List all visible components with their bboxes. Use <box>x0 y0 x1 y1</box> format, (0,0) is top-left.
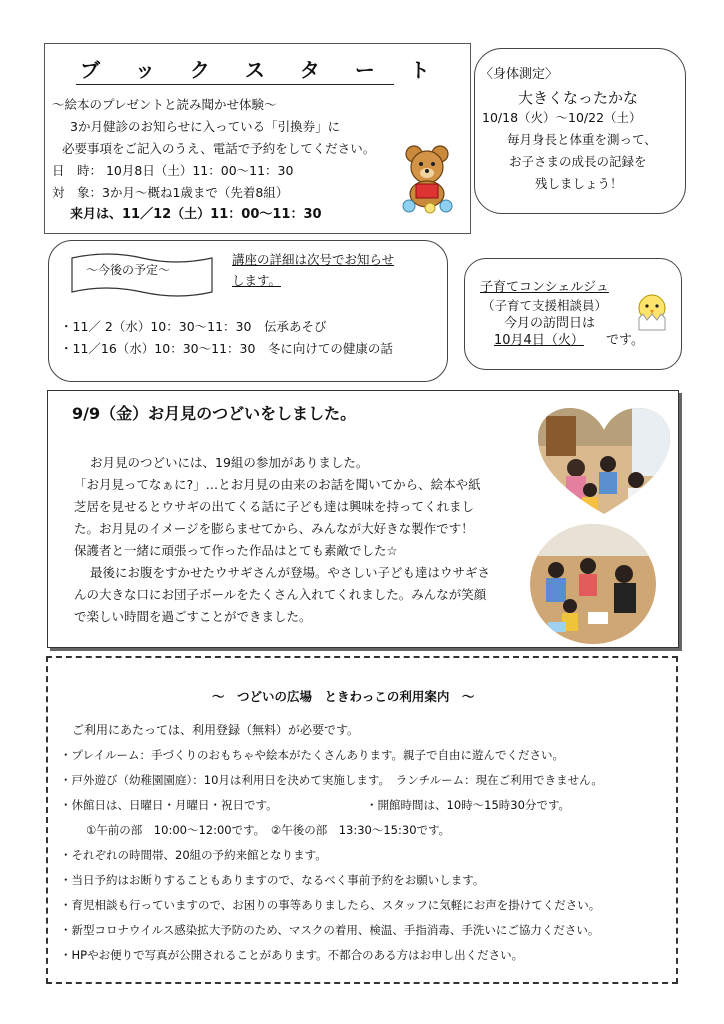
moon-p4: た。お月見のイメージを膨らませてから、みんなが大好きな製作です！ <box>74 521 474 536</box>
circle-photo <box>528 522 658 646</box>
moon-p6: 最後にお腹をすかせたウサギさんが登場。やさしい子ども達はウサギさ <box>90 565 491 580</box>
moon-p2: 「お月見ってなぁに?」…とお月見の由来のお話を聞いてから、絵本や紙 <box>74 477 481 492</box>
usage-intro: ご利用にあたっては、利用登録（無料）が必要です。 <box>72 723 360 737</box>
concierge-title: 子育てコンシェルジュ <box>480 280 609 295</box>
usage-line-outdoor: ・戸外遊び（幼稚園園庭）：10月は利用日を決めて実施します。 ランチルーム：現在ご利用できません。 <box>60 773 603 787</box>
measure-dates: 10/18（火）～10/22（土） <box>482 110 642 125</box>
measure-title: 大きくなったかな <box>518 89 639 107</box>
moon-p7: んの大きな口にお団子ボールをたくさん入れてくれました。みんなが笑顔 <box>74 587 487 602</box>
schedule-item1: ・11／ 2（水）10：30～11：30 伝承あそび <box>60 319 327 334</box>
measure-desc1: 毎月身長と体重を測って、 <box>507 132 657 147</box>
usage-line-capacity: ・それぞれの時間帯、20組の予約来館となります。 <box>60 848 327 862</box>
measure-desc3: 残しましょう！ <box>535 176 623 191</box>
bookstart-datetime: 日 時： 10月8日（土）11：00～11：30 <box>52 163 294 178</box>
bookstart-title: ブ ッ ク ス タ ー ト <box>80 58 444 82</box>
usage-line-closed: ・休館日は、日曜日・月曜日・祝日です。 <box>60 798 278 812</box>
moon-p1: お月見のつどいには、19組の参加がありました。 <box>90 455 369 470</box>
concierge-date: 10月4日（火） <box>494 333 584 348</box>
usage-line-sessions: ①午前の部 10:00～12:00です。 ②午後の部 13:30～15:30です。 <box>86 823 451 837</box>
moon-p3: 芝居を見せるとウサギの出てくる話に子ども達は興味を持ってくれまし <box>74 499 475 514</box>
usage-line-hours: ・開館時間は、10時～15時30分です。 <box>366 798 570 812</box>
usage-line-reservation: ・当日予約はお断りすることもありますので、なるべく事前予約をお願いします。 <box>60 873 485 887</box>
usage-line-covid: ・新型コロナウイルス感染拡大予防のため、マスクの着用、検温、手指消毒、手洗いにご協力ください。 <box>60 923 600 937</box>
bookstart-title-underline <box>76 84 394 85</box>
measure-label: 〈身体測定〉 <box>480 67 559 82</box>
usage-line-playroom: ・プレイルーム：手づくりのおもちゃや絵本がたくさんあります。親子で自由に遊んでください。 <box>60 748 565 762</box>
moon-p5: 保護者と一緒に頑張って作った作品はとても素敵でした☆ <box>74 543 398 558</box>
schedule-note2: します。 <box>232 273 282 288</box>
concierge-sub: （子育て支援相談員） <box>482 298 608 313</box>
moon-heading: 9/9（金）お月見のつどいをしました。 <box>72 404 357 423</box>
bear-reading-icon <box>396 140 460 214</box>
concierge-suffix: です。 <box>606 333 644 348</box>
bookstart-target: 対 象：3か月～概ね1歳まで（先着8組） <box>52 185 289 200</box>
bookstart-subtitle: ～絵本のプレゼントと読み聞かせ体験～ <box>52 97 277 112</box>
bookstart-line2: 必要事項をご記入のうえ、電話で予約をしてください。 <box>62 141 376 156</box>
chick-icon <box>633 292 671 334</box>
schedule-note1: 講座の詳細は次号でお知らせ <box>232 252 395 267</box>
bookstart-next: 来月は、11／12（土）11：00～11：30 <box>70 207 322 222</box>
schedule-item2: ・11／16（水）10：30～11：30 冬に向けての健康の話 <box>60 341 393 356</box>
usage-line-consult: ・育児相談も行っていますので、お困りの事等ありましたら、スタッフに気軽にお声を掛けてください。 <box>60 898 601 912</box>
usage-line-photos: ・HPやお便りで写真が公開されることがあります。不都合のある方はお申し出ください。 <box>60 948 524 962</box>
schedule-flag-label: ～今後の予定～ <box>86 263 171 277</box>
concierge-visit: 今月の訪問日は <box>504 316 596 331</box>
measure-desc2: お子さまの成長の記録を <box>509 154 647 169</box>
bookstart-line1: 3か月健診のお知らせに入っている「引換券」に <box>70 119 341 134</box>
heart-photo <box>536 406 672 518</box>
usage-heading: ～ つどいの広場 ときわっこの利用案内 ～ <box>212 689 475 704</box>
moon-p8: で楽しい時間を過ごすことができました。 <box>74 609 312 624</box>
